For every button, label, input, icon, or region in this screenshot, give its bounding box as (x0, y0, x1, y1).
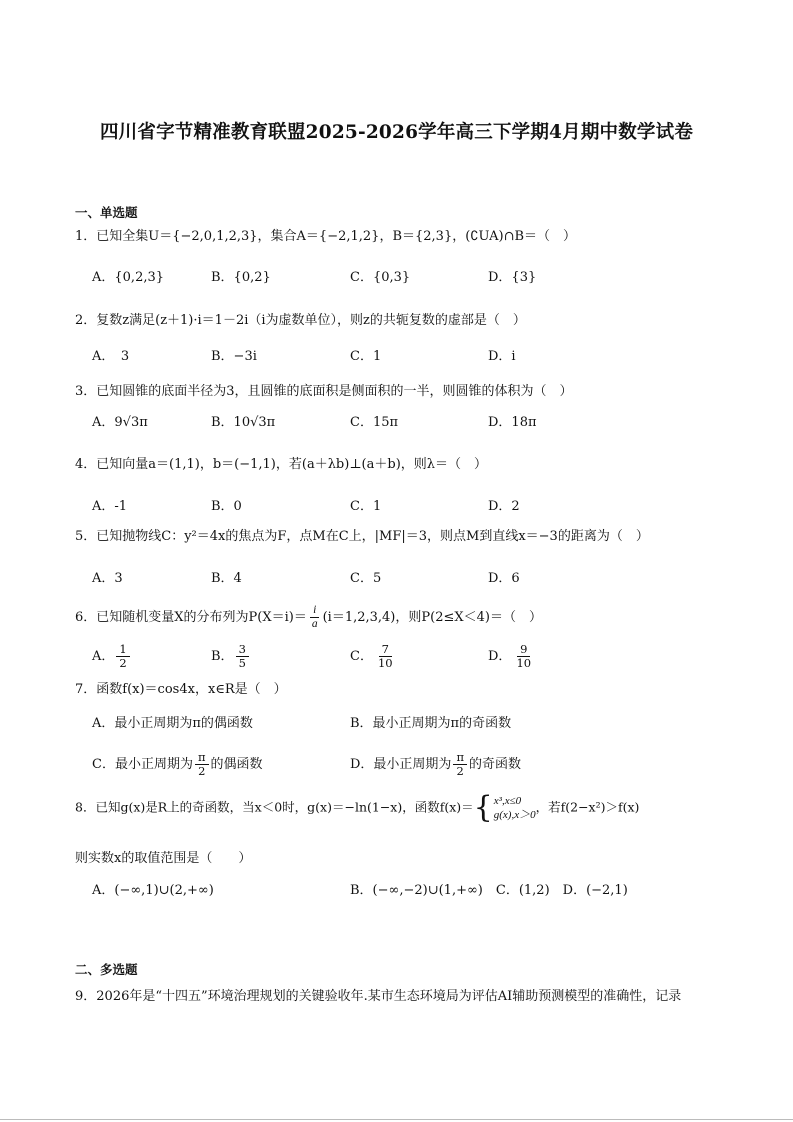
q6-option-d-numerator: 9 (517, 643, 530, 657)
q6-fraction (309, 604, 321, 631)
page-title: 四川省字节精准教育联盟2025-2026学年高三下学期4月期中数学试卷 (99, 122, 694, 143)
section-heading-single-choice: 一、单选题 (75, 205, 138, 220)
q6-fraction-numerator: i (310, 604, 319, 618)
q6-option-a-label: A． (92, 649, 115, 664)
q1-option-b[interactable]: B．{0,2} (211, 270, 271, 285)
q7-option-d-suffix: 的奇函数 (469, 757, 522, 772)
q2-option-c[interactable]: C．1 (350, 349, 382, 364)
q7-option-c-pi: π (195, 751, 209, 765)
q6-stem-part-b: (i＝1,2,3,4)，则P(2≤X＜4)＝（ ） (322, 610, 542, 625)
q6-stem-part-a: 6．已知随机变量X的分布列为P(X＝i)＝ (75, 610, 307, 625)
question-4-stem: 4．已知向量a＝(1,1)，b＝(−1,1)，若(a＋λb)⊥(a＋b)，则λ＝（ ） (75, 457, 488, 472)
q8-options-b-c-d[interactable]: B．(−∞,−2)∪(1,+∞) C．(1,2) D．(−2,1) (350, 883, 628, 898)
q7-option-d-fraction (453, 751, 467, 778)
q5-option-c[interactable]: C．5 (350, 571, 382, 586)
q7-option-c-suffix: 的偶函数 (210, 757, 263, 772)
q5-option-b[interactable]: B．4 (211, 571, 242, 586)
q6-option-b-label: B． (211, 649, 234, 664)
q8-stem-part-a: 8．已知g(x)是R上的奇函数，当x＜0时，g(x)＝−ln(1−x)，函数f(x)＝ (75, 799, 474, 815)
q6-option-b-denominator: 5 (238, 656, 246, 670)
q6-option-d-fraction (513, 643, 534, 670)
q6-option-d-denominator: 10 (516, 656, 532, 670)
q3-option-d[interactable]: D．18π (488, 415, 537, 430)
q8-case-1: x³,x≤0 (493, 795, 522, 807)
q7-option-c-fraction (195, 751, 209, 778)
q6-option-a[interactable] (92, 643, 132, 670)
q8-case-2: g(x),x＞0 (493, 809, 536, 821)
q6-fraction-denominator: a (311, 618, 318, 630)
q1-option-c[interactable]: C．{0,3} (350, 270, 411, 285)
page-bottom-divider (0, 1119, 793, 1120)
q6-option-c-denominator: 10 (377, 656, 393, 670)
q3-option-a[interactable]: A．9√3π (92, 415, 148, 430)
q6-option-c-fraction (375, 643, 396, 670)
q6-option-a-denominator: 2 (119, 656, 127, 670)
q6-option-c-numerator: 7 (379, 643, 392, 657)
q2-option-b[interactable]: B．−3i (211, 349, 257, 364)
question-8-stem (75, 790, 640, 825)
q7-option-c[interactable] (92, 751, 263, 778)
q6-option-a-fraction (116, 643, 129, 670)
question-9-stem: 9．2026年是“十四五”环境治理规划的关键验收年.某市生态环境局为评估AI辅助预测模型的准确性，记录 (75, 989, 682, 1004)
q1-option-d[interactable]: D．{3} (488, 270, 537, 285)
q7-option-c-prefix: C．最小正周期为 (92, 757, 193, 772)
q8-stem-part-b: ，若f(2−x²)＞f(x) (535, 799, 640, 815)
q6-option-b[interactable] (211, 643, 251, 670)
q8-option-a[interactable]: A．(−∞,1)∪(2,+∞) (92, 883, 214, 898)
q6-option-d[interactable] (488, 643, 536, 670)
q6-option-b-numerator: 3 (236, 643, 249, 657)
q4-option-b[interactable]: B．0 (211, 499, 242, 514)
question-6-stem (75, 604, 542, 631)
question-3-stem: 3．已知圆锥的底面半径为3，且圆锥的底面积是侧面积的一半，则圆锥的体积为（ ） (75, 384, 573, 399)
q7-option-a[interactable]: A．最小正周期为π的偶函数 (92, 716, 253, 731)
q5-option-d[interactable]: D．6 (488, 571, 520, 586)
q7-option-d[interactable] (350, 751, 521, 778)
section-heading-multiple-choice: 二、多选题 (75, 962, 138, 977)
q8-left-brace: { (473, 790, 493, 825)
q2-option-d[interactable]: D．i (488, 349, 516, 364)
q7-option-c-two: 2 (198, 764, 206, 778)
q6-option-c[interactable] (350, 643, 398, 670)
question-1-stem: 1．已知全集U＝{−2,0,1,2,3}，集合A＝{−2,1,2}，B＝{2,3}，(∁UA)∩B＝（ ） (75, 229, 577, 244)
q2-option-a[interactable]: A． 3 (92, 349, 130, 364)
q3-option-b[interactable]: B．10√3π (211, 415, 276, 430)
q6-option-d-label: D． (488, 649, 512, 664)
q6-option-c-label: C． (350, 649, 373, 664)
q8-piecewise-function (473, 790, 536, 825)
q7-option-d-prefix: D．最小正周期为 (350, 757, 452, 772)
q3-option-c[interactable]: C．15π (350, 415, 399, 430)
q8-cases (494, 794, 536, 822)
question-2-stem: 2．复数z满足(z＋1)·i＝1－2i（i为虚数单位），则z的共轭复数的虚部是（ ） (75, 313, 526, 328)
q5-option-a[interactable]: A．3 (92, 571, 123, 586)
q4-option-a[interactable]: A．-1 (92, 499, 128, 514)
q4-option-c[interactable]: C．1 (350, 499, 382, 514)
q4-option-d[interactable]: D．2 (488, 499, 520, 514)
question-5-stem: 5．已知抛物线C：y²＝4x的焦点为F，点M在C上，|MF|＝3，则点M到直线x＝−3的距离为（ ） (75, 529, 649, 544)
q6-option-b-fraction (236, 643, 249, 670)
q1-option-a[interactable]: A．{0,2,3} (92, 270, 165, 285)
question-8-stem-continued: 则实数x的取值范围是（ ） (75, 851, 252, 866)
q7-option-d-pi: π (453, 751, 467, 765)
q7-option-b[interactable]: B．最小正周期为π的奇函数 (350, 716, 512, 731)
q6-option-a-numerator: 1 (116, 643, 129, 657)
question-7-stem: 7．函数f(x)＝cos4x，x∈R是（ ） (75, 682, 287, 697)
q7-option-d-two: 2 (456, 764, 464, 778)
